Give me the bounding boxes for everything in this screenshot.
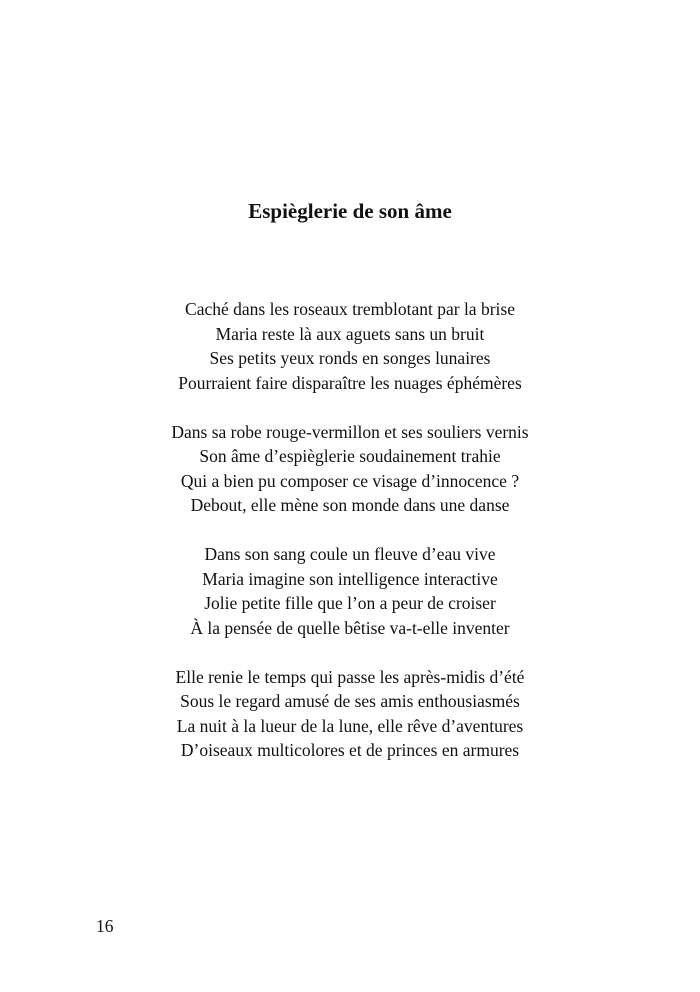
poem-line: Dans son sang coule un fleuve d’eau vive: [204, 544, 496, 564]
poem-line: Caché dans les roseaux tremblotant par la brise: [185, 299, 515, 319]
poem-line: Maria reste là aux aguets sans un bruit: [215, 323, 485, 344]
poem-line: Ses petits yeux ronds en songes lunaires: [209, 348, 491, 368]
page-number: 16: [96, 916, 114, 936]
poem-line: Son âme d’espièglerie soudainement trahie: [199, 446, 501, 466]
poem-line: Qui a bien pu composer ce visage d’innocence ?: [180, 470, 520, 491]
stanza-1: [0, 297, 700, 395]
poem-line: Pourraient faire disparaître les nuages éphémères: [178, 372, 522, 393]
poem-line: La nuit à la lueur de la lune, elle rêve d’aventures: [176, 715, 524, 736]
poem-line: Dans sa robe rouge-vermillon et ses souliers vernis: [171, 421, 529, 442]
poem-line: D’oiseaux multicolores et de princes en armures: [180, 740, 520, 760]
poem-line: Debout, elle mène son monde dans une danse: [190, 495, 510, 515]
poem-body: [0, 297, 700, 787]
poem-line: Jolie petite fille que l’on a peur de croiser: [204, 593, 496, 613]
poem-line: Maria imagine son intelligence interactive: [202, 568, 498, 589]
poem-line: Elle renie le temps qui passe les après-midis d’été: [175, 666, 525, 687]
poem-line: Sous le regard amusé de ses amis enthousiasmés: [180, 691, 520, 711]
stanza-3: [0, 542, 700, 640]
stanza-2: [0, 420, 700, 518]
poem-line: À la pensée de quelle bêtise va-t-elle inventer: [190, 617, 510, 638]
poem-title: Espièglerie de son âme: [248, 199, 452, 223]
stanza-4: [0, 665, 700, 763]
